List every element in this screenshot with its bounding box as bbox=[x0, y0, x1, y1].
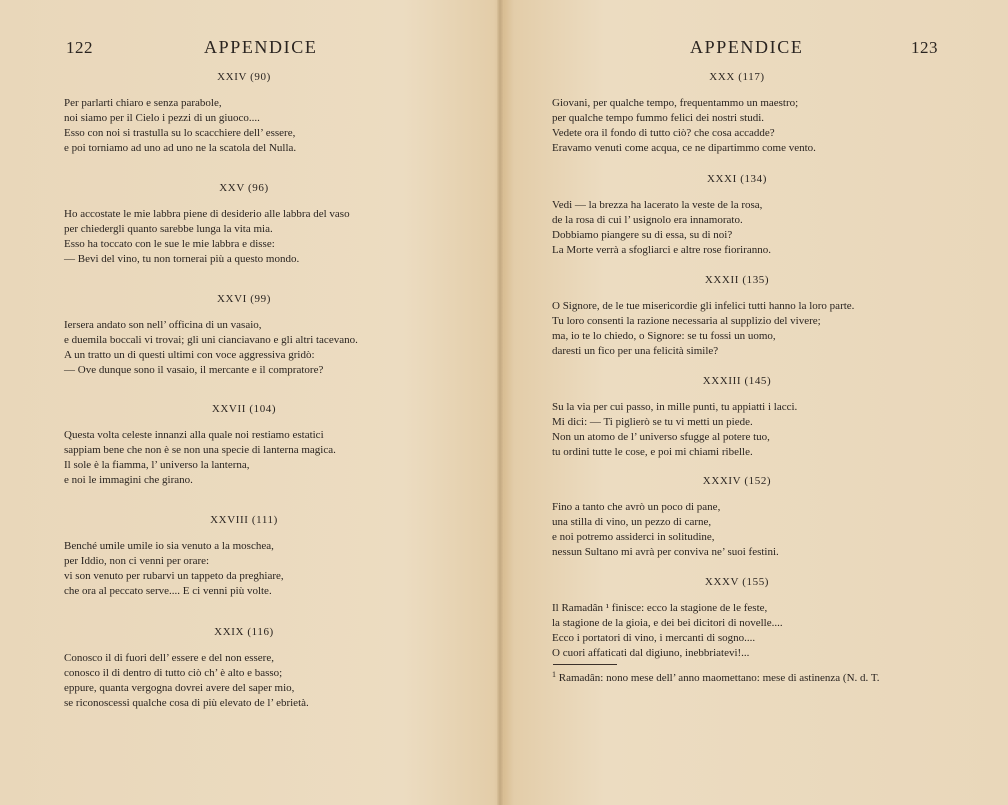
quatrain-title: XXXI (134) bbox=[706, 173, 768, 185]
quatrain-title: XXXV (155) bbox=[704, 576, 770, 588]
verse-line: noi siamo per il Cielo i pezzi di un giuoco.... bbox=[64, 112, 260, 124]
running-head-right: APPENDICE bbox=[690, 37, 804, 57]
verse-line: Giovani, per qualche tempo, frequentammo un maestro; bbox=[552, 97, 799, 109]
verse-line: Mi dici: — Ti piglierò se tu vi metti un piede. bbox=[552, 416, 753, 428]
left-page bbox=[0, 0, 497, 805]
quatrain-title: XXVIII (111) bbox=[210, 514, 278, 526]
quatrain-xxv bbox=[64, 181, 484, 267]
verse-line: per qualche tempo fummo felici dei nostri studi. bbox=[552, 112, 765, 124]
verse-line: e noi le immagini che girano. bbox=[64, 474, 193, 486]
running-head-left: APPENDICE bbox=[204, 37, 318, 57]
quatrain-title: XXXII (135) bbox=[704, 274, 770, 286]
quatrain-xxxii bbox=[552, 273, 992, 359]
quatrain-title: XXXIII (145) bbox=[702, 375, 772, 387]
verse-line: Vedete ora il fondo di tutto ciò? che cosa accadde? bbox=[552, 127, 775, 139]
verse-line: se riconoscessi qualche cosa di più elevato de l’ ebrietà. bbox=[64, 697, 309, 709]
verse-line: Tu loro consenti la razione necessaria al supplizio del vivere; bbox=[552, 315, 821, 327]
verse-line: nessun Sultano mi avrà per conviva ne’ suoi festini. bbox=[552, 546, 779, 558]
quatrain-xxxiii bbox=[552, 374, 992, 460]
verse-line: e noi potremo assiderci in solitudine, bbox=[552, 531, 715, 543]
verse-line: Benché umile umile io sia venuto a la moschea, bbox=[64, 540, 274, 552]
verse-line: O cuori affaticati dal digiuno, inebbriatevi!... bbox=[552, 647, 750, 659]
verse-line: che ora al peccato serve.... E ci venni più volte. bbox=[64, 585, 272, 597]
verse-line: ma, io te lo chiedo, o Signore: se tu fossi un uomo, bbox=[552, 330, 776, 342]
footnote-marker: 1 bbox=[552, 670, 556, 679]
verse-line: e duemila boccali vi trovai; gli uni cianciavano e gli altri tacevano. bbox=[64, 334, 358, 346]
quatrain-title: XXVII (104) bbox=[211, 403, 277, 415]
verse-line: la stagione de la gioia, e dei bei dicitori di novelle.... bbox=[552, 617, 783, 629]
quatrain-xxxv bbox=[552, 575, 992, 661]
page-number-left: 122 bbox=[66, 38, 93, 57]
verse-line: conosco il di dentro di tutto ciò ch’ è alto e basso; bbox=[64, 667, 283, 679]
footnote-rule bbox=[553, 664, 617, 665]
footnote-text: Ramadân: nono mese dell’ anno maomettano: mese di astinenza (N. d. T. bbox=[558, 672, 880, 684]
verse-line: Eravamo venuti come acqua, ce ne dipartimmo come vento. bbox=[552, 142, 816, 154]
verse-line: Non un atomo de l’ universo sfugge al potere tuo, bbox=[552, 431, 770, 443]
verse-line: per Iddio, non ci venni per orare: bbox=[64, 555, 210, 567]
verse-line: vi son venuto per rubarvi un tappeto da preghiare, bbox=[64, 570, 284, 582]
verse-line: A un tratto un di questi ultimi con voce aggressiva gridò: bbox=[64, 349, 315, 361]
quatrain-title: XXX (117) bbox=[709, 71, 765, 83]
quatrain-xxvii bbox=[64, 402, 484, 488]
verse-line: Dobbiamo piangere su di essa, su di noi? bbox=[552, 229, 733, 241]
quatrain-xxxiv bbox=[552, 474, 992, 560]
verse-line: Questa volta celeste innanzi alla quale noi restiamo estatici bbox=[64, 429, 324, 441]
quatrain-xxix bbox=[64, 625, 484, 711]
verse-line: sappiam bene che non è se non una specie di lanterna magica. bbox=[64, 444, 336, 456]
verse-line: Fino a tanto che avrò un poco di pane, bbox=[552, 501, 721, 513]
verse-line: La Morte verrà a sfogliarci e altre rose fioriranno. bbox=[552, 244, 771, 256]
verse-line: Iersera andato son nell’ officina di un vasaio, bbox=[64, 319, 262, 331]
page-number-right: 123 bbox=[911, 38, 938, 57]
verse-line: Il Ramadân ¹ finisce: ecco la stagione de le feste, bbox=[552, 602, 768, 614]
quatrain-xxxi bbox=[552, 172, 992, 258]
verse-line: Esso con noi si trastulla su lo scacchiere dell’ essere, bbox=[64, 127, 296, 139]
verse-line: Vedi — la brezza ha lacerato la veste de la rosa, bbox=[552, 199, 763, 211]
verse-line: Ecco i portatori di vino, i mercanti di sogno.... bbox=[552, 632, 756, 644]
verse-line: una stilla di vino, un pezzo di carne, bbox=[552, 516, 712, 528]
verse-line: Conosco il di fuori dell’ essere e del non essere, bbox=[64, 652, 274, 664]
verse-line: e poi torniamo ad uno ad uno ne la scatola del Nulla. bbox=[64, 142, 297, 154]
verse-line: — Bevi del vino, tu non tornerai più a questo mondo. bbox=[64, 253, 300, 265]
verse-line: Esso ha toccato con le sue le mie labbra e disse: bbox=[64, 238, 275, 250]
quatrain-title: XXIX (116) bbox=[214, 626, 274, 638]
verse-line: — Ove dunque sono il vasaio, il mercante e il compratore? bbox=[64, 364, 324, 376]
quatrain-title: XXIV (90) bbox=[217, 71, 271, 83]
verse-line: Per parlarti chiaro e senza parabole, bbox=[64, 97, 222, 109]
verse-line: Il sole è la fiamma, l’ universo la lanterna, bbox=[64, 459, 250, 471]
quatrain-xxx bbox=[552, 70, 992, 156]
verse-line: per chiedergli quanto sarebbe lunga la vita mia. bbox=[64, 223, 273, 235]
verse-line: de la rosa di cui l’ usignolo era innamorato. bbox=[552, 214, 743, 226]
quatrain-title: XXV (96) bbox=[219, 182, 269, 194]
verse-line: eppure, quanta vergogna dovrei avere del saper mio, bbox=[64, 682, 295, 694]
verse-line: daresti un fico per una felicità simile? bbox=[552, 345, 719, 357]
quatrain-title: XXVI (99) bbox=[217, 293, 271, 305]
verse-line: Ho accostate le mie labbra piene di desiderio alle labbra del vaso bbox=[64, 208, 350, 220]
verse-line: Su la via per cui passo, in mille punti, tu appiatti i lacci. bbox=[552, 401, 798, 413]
footnote bbox=[552, 672, 880, 684]
quatrain-xxviii bbox=[64, 513, 484, 599]
quatrain-xxvi bbox=[64, 292, 484, 378]
verse-line: tu ordini tutte le cose, e poi mi chiami ribelle. bbox=[552, 446, 753, 458]
verse-line: O Signore, de le tue misericordie gli infelici tutti hanno la loro parte. bbox=[552, 300, 855, 312]
quatrain-title: XXXIV (152) bbox=[702, 475, 772, 487]
quatrain-xxiv bbox=[64, 70, 484, 156]
right-page bbox=[503, 0, 1008, 805]
